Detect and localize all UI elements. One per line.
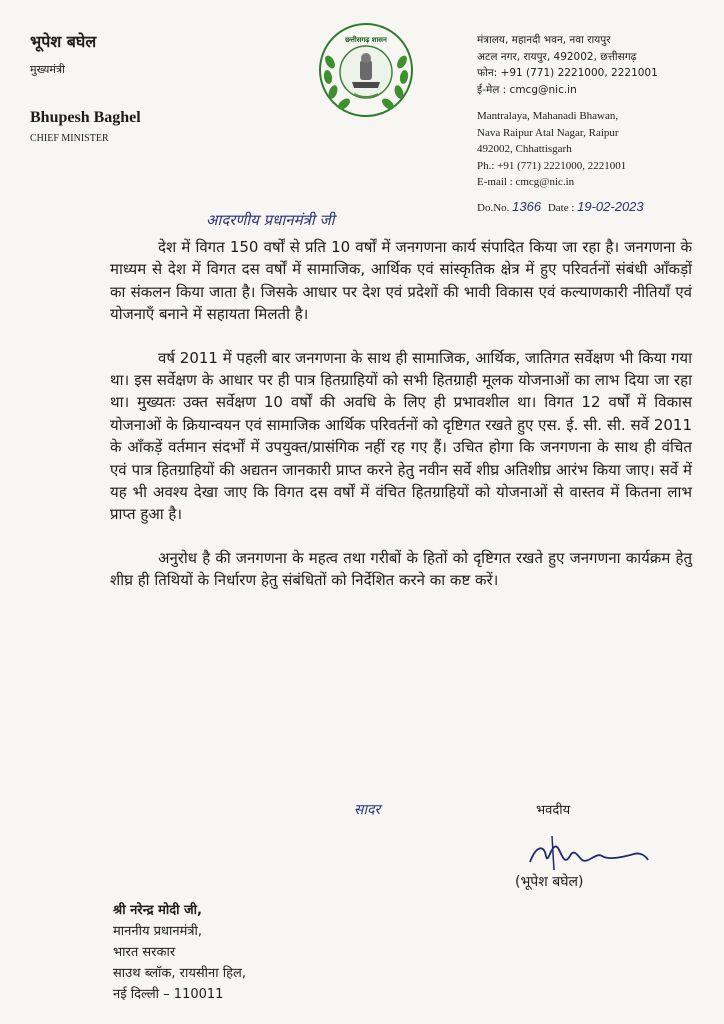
address-english-line2: Nava Raipur Atal Nagar, Raipur	[477, 126, 619, 139]
address-english-line1: Mantralaya, Mahanadi Bhawan,	[477, 110, 619, 122]
sender-name-hindi: भूपेश बघेल	[30, 32, 97, 51]
address-block	[477, 32, 717, 191]
body-paragraph-3: अनुरोध है की जनगणना के महत्व तथा गरीबों के हितों को दृष्टिगत रखते हुए जनगणना कार्यक्रम हेतु शीघ्र ही तिथियों के निर्धारण हेतु संबंधितों को निर्देशित करने का कष्ट करें।	[110, 548, 692, 590]
body-paragraph-2: वर्ष 2011 में पहली बार जनगणना के साथ ही सामाजिक, आर्थिक, जातिगत सर्वेक्षण भी किया गया था। इस सर्वेक्षण के आधार पर ही पात्र हितग्राहियों को सभी हितग्राही मूलक योजनाओं का लाभ दिया जा रहा था। मुख्यतः उक्त सर्वेक्षण 10 वर्षों की अवधि के लिए ही प्रभावशील था। विगत 12 वर्षों में विकास योजनाओं के क्रियान्वयन एवं सामाजिक आर्थिक परिवर्तनों को दृष्टिगत रखते हुए एस. ई. सी. सी. सर्वे 2011 के आँकड़ें वर्तमान संदर्भों में उपयुक्त/प्रासंगिक नहीं रह गए हैं। उचित होगा कि जनगणना के साथ ही वंचित एवं पात्र हितग्राहियों की अद्यतन जानकारी प्राप्त करने हेतु नवीन सर्वे शीघ्र अतिशीघ्र आरंभ किया जाए। सर्वे में यह भी अवश्य देखा जाए कि विगत दस वर्षों में वंचित हितग्राहियों को योजनाओं से वास्तव में कितना लाभ प्राप्त हुआ है।	[110, 348, 692, 524]
recipient-name: श्री नरेन्द्र मोदी जी,	[113, 903, 202, 918]
reference-line	[477, 199, 644, 214]
body-paragraph-1: देश में विगत 150 वर्षों से प्रति 10 वर्षों में जनगणना कार्य संपादित किया जा रहा है। जनगणना के माध्यम से देश में विगत दस वर्षों में सामाजिक, आर्थिक एवं सांस्कृतिक क्षेत्र में हुए परिवर्तनों संबंधी आँकड़ों का संकलन किया जाता है। जिसके आधार पर देश एवं प्रदेशों की भावी विकास एवं कल्याणकारी नीतियाँ एवं योजनाएँ बनाने में सहायता मिलती है।	[110, 238, 692, 324]
salutation: आदरणीय प्रधानमंत्री जी	[206, 211, 335, 229]
recipient-designation: माननीय प्रधानमंत्री,	[113, 924, 203, 939]
address-english-email: E-mail : cmcg@nic.in	[477, 176, 575, 188]
date-label: Date :	[547, 202, 575, 214]
sender-title-hindi: मुख्यमंत्री	[30, 63, 65, 76]
address-english-line3: 492002, Chhattisgarh	[477, 143, 572, 155]
recipient-address-line1: साउथ ब्लॉक, रायसीना हिल,	[113, 966, 246, 981]
recipient-organization: भारत सरकार	[113, 945, 176, 960]
sender-block	[30, 30, 141, 144]
address-hindi-phone: फोन: +91 (771) 2221000, 2221001	[477, 67, 658, 79]
sender-title-english: CHIEF MINISTER	[30, 133, 109, 144]
do-number-value: 1366	[512, 199, 542, 214]
signature-icon	[522, 826, 652, 876]
address-hindi-email: ई-मेल : cmcg@nic.in	[477, 83, 577, 96]
address-english-phone: Ph.: +91 (771) 2221000, 2221001	[477, 159, 627, 172]
sender-name-english: Bhupesh Baghel	[30, 109, 141, 126]
do-number-label: Do.No.	[477, 202, 510, 214]
regards-handwritten: सादर	[354, 802, 381, 818]
recipient-block	[113, 900, 246, 1005]
chhattisgarh-government-emblem-icon	[318, 22, 414, 118]
recipient-address-line2: नई दिल्ली – 110011	[113, 987, 224, 1002]
emblem-text: छत्तीसगढ़ शासन	[345, 36, 387, 44]
letter-body	[110, 236, 692, 613]
date-value: 19-02-2023	[577, 199, 644, 214]
address-hindi-line1: मंत्रालय, महानदी भवन, नवा रायपुर	[477, 34, 611, 46]
address-hindi-line2: अटल नगर, रायपुर, 492002, छत्तीसगढ़	[477, 50, 637, 63]
closing: भवदीय	[536, 803, 571, 818]
signature-name: (भूपेश बघेल)	[515, 874, 584, 890]
